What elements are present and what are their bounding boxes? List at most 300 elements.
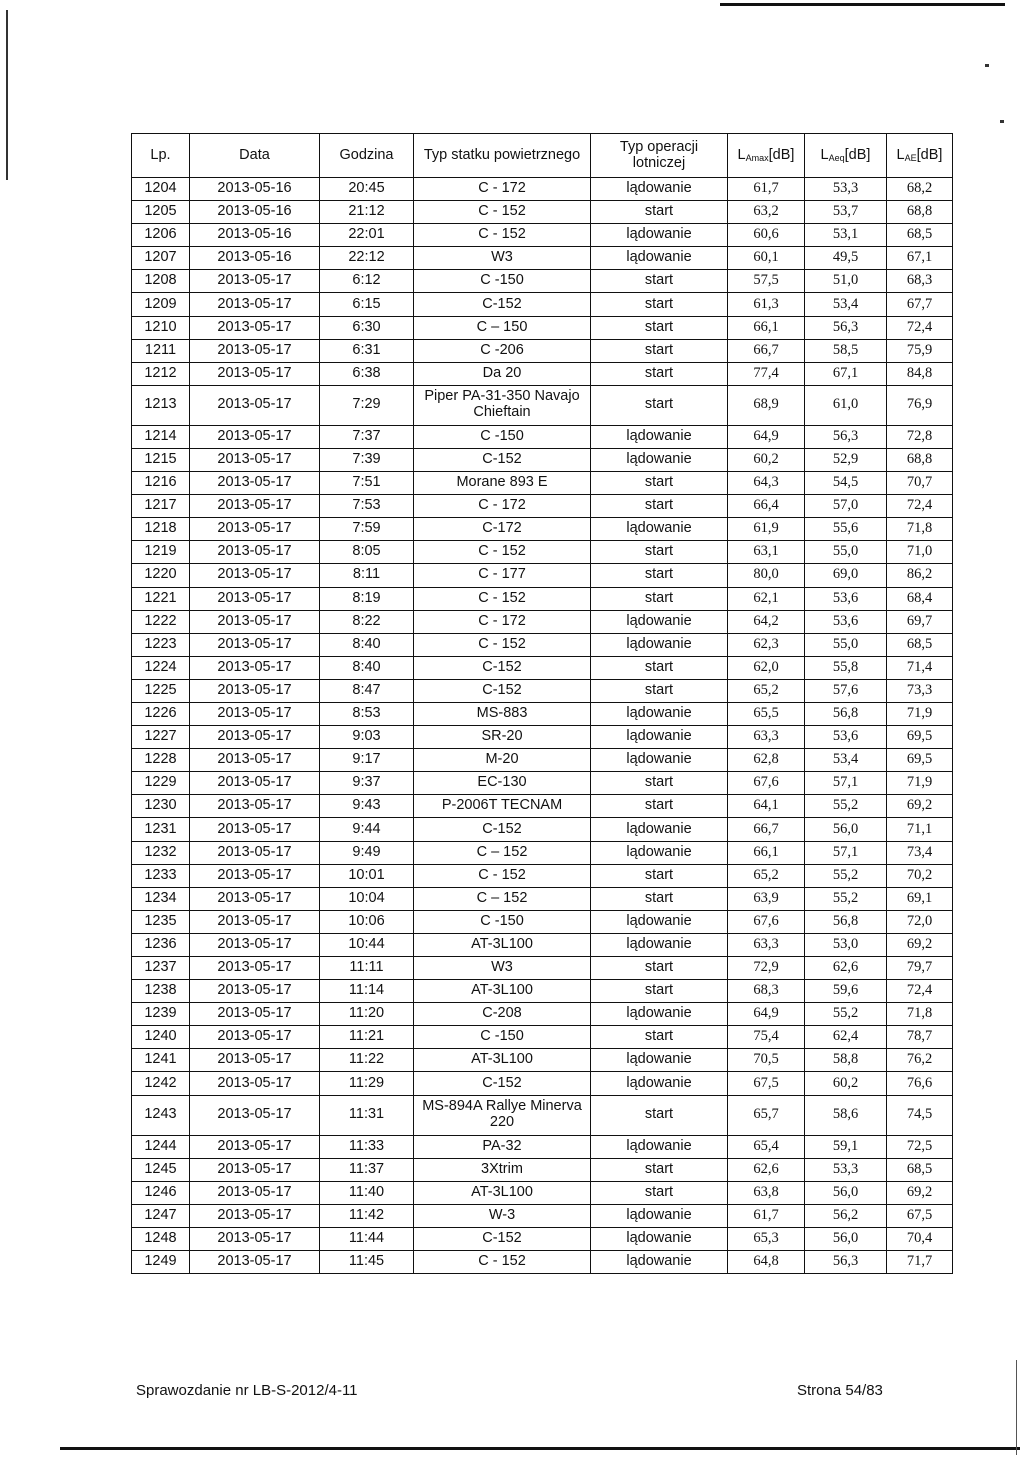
cell-lae: 68,5	[887, 1158, 953, 1181]
table-row	[132, 795, 953, 818]
cell-laeq: 56,8	[805, 910, 887, 933]
cell-typ-statku: AT-3L100	[414, 1181, 591, 1204]
cell-lamax: 62,0	[728, 656, 805, 679]
cell-laeq: 53,1	[805, 224, 887, 247]
cell-data: 2013-05-16	[190, 201, 320, 224]
cell-typ-operacji: start	[591, 1181, 728, 1204]
cell-lp: 1213	[132, 385, 190, 425]
cell-typ-statku: AT-3L100	[414, 980, 591, 1003]
cell-typ-operacji: start	[591, 980, 728, 1003]
cell-lamax: 67,6	[728, 910, 805, 933]
cell-typ-operacji: start	[591, 887, 728, 910]
cell-lae: 71,8	[887, 518, 953, 541]
header-lamax: $L_{Amax}[dB]$	[728, 134, 805, 178]
cell-data: 2013-05-17	[190, 270, 320, 293]
cell-laeq: 55,2	[805, 887, 887, 910]
cell-laeq: 57,1	[805, 841, 887, 864]
cell-lae: 71,7	[887, 1251, 953, 1274]
cell-typ-operacji: lądowanie	[591, 1204, 728, 1227]
cell-lamax: 64,2	[728, 610, 805, 633]
cell-lp: 1226	[132, 702, 190, 725]
cell-lamax: 65,4	[728, 1135, 805, 1158]
cell-typ-operacji: start	[591, 362, 728, 385]
cell-typ-statku: C - 172	[414, 495, 591, 518]
table-row	[132, 1158, 953, 1181]
table-row	[132, 178, 953, 201]
cell-lae: 68,3	[887, 270, 953, 293]
cell-data: 2013-05-17	[190, 541, 320, 564]
cell-lae: 69,2	[887, 1181, 953, 1204]
cell-lae: 71,9	[887, 702, 953, 725]
cell-godzina: 9:49	[320, 841, 414, 864]
cell-typ-statku: Piper PA-31-350 Navajo Chieftain	[414, 385, 591, 425]
cell-lp: 1229	[132, 772, 190, 795]
cell-godzina: 8:40	[320, 633, 414, 656]
cell-lamax: 63,9	[728, 887, 805, 910]
cell-lp: 1219	[132, 541, 190, 564]
cell-lamax: 63,3	[728, 726, 805, 749]
cell-typ-statku: C - 177	[414, 564, 591, 587]
cell-typ-operacji: start	[591, 656, 728, 679]
cell-lae: 71,1	[887, 818, 953, 841]
cell-lamax: 70,5	[728, 1049, 805, 1072]
cell-lamax: 65,2	[728, 864, 805, 887]
cell-godzina: 11:37	[320, 1158, 414, 1181]
cell-godzina: 7:59	[320, 518, 414, 541]
header-godzina: Godzina	[320, 134, 414, 178]
cell-typ-statku: SR-20	[414, 726, 591, 749]
table-row	[132, 702, 953, 725]
cell-lp: 1205	[132, 201, 190, 224]
table-row	[132, 841, 953, 864]
cell-typ-operacji: start	[591, 293, 728, 316]
cell-laeq: 56,3	[805, 316, 887, 339]
cell-lp: 1248	[132, 1227, 190, 1250]
cell-lp: 1210	[132, 316, 190, 339]
cell-data: 2013-05-17	[190, 1181, 320, 1204]
table-row	[132, 726, 953, 749]
cell-typ-statku: C - 152	[414, 587, 591, 610]
cell-lae: 76,2	[887, 1049, 953, 1072]
cell-typ-statku: C - 172	[414, 178, 591, 201]
cell-laeq: 55,2	[805, 795, 887, 818]
cell-lamax: 72,9	[728, 957, 805, 980]
table-row	[132, 316, 953, 339]
cell-godzina: 8:53	[320, 702, 414, 725]
cell-typ-statku: MS-894A Rallye Minerva 220	[414, 1095, 591, 1135]
cell-lp: 1239	[132, 1003, 190, 1026]
cell-lamax: 62,3	[728, 633, 805, 656]
cell-typ-operacji: lądowanie	[591, 933, 728, 956]
cell-godzina: 11:22	[320, 1049, 414, 1072]
cell-lp: 1233	[132, 864, 190, 887]
cell-lamax: 61,3	[728, 293, 805, 316]
cell-godzina: 10:44	[320, 933, 414, 956]
cell-lae: 71,4	[887, 656, 953, 679]
cell-lp: 1212	[132, 362, 190, 385]
cell-laeq: 58,6	[805, 1095, 887, 1135]
scan-border-left	[6, 10, 8, 180]
cell-lae: 68,2	[887, 178, 953, 201]
cell-godzina: 8:05	[320, 541, 414, 564]
table-row	[132, 472, 953, 495]
cell-lamax: 65,3	[728, 1227, 805, 1250]
cell-laeq: 55,0	[805, 541, 887, 564]
cell-typ-statku: C-152	[414, 1072, 591, 1095]
cell-data: 2013-05-17	[190, 1026, 320, 1049]
cell-lp: 1215	[132, 448, 190, 471]
cell-lae: 68,5	[887, 633, 953, 656]
cell-lamax: 77,4	[728, 362, 805, 385]
cell-data: 2013-05-17	[190, 425, 320, 448]
cell-data: 2013-05-17	[190, 1227, 320, 1250]
cell-typ-statku: C -150	[414, 425, 591, 448]
header-data: Data	[190, 134, 320, 178]
cell-laeq: 59,6	[805, 980, 887, 1003]
table-row	[132, 541, 953, 564]
cell-typ-operacji: lądowanie	[591, 1049, 728, 1072]
cell-godzina: 6:30	[320, 316, 414, 339]
header-lae: $L_{AE}[dB]$	[887, 134, 953, 178]
cell-lamax: 66,1	[728, 316, 805, 339]
cell-lp: 1209	[132, 293, 190, 316]
table-row	[132, 1049, 953, 1072]
cell-typ-operacji: start	[591, 201, 728, 224]
cell-lp: 1228	[132, 749, 190, 772]
cell-lp: 1232	[132, 841, 190, 864]
cell-lp: 1242	[132, 1072, 190, 1095]
cell-typ-operacji: lądowanie	[591, 610, 728, 633]
cell-data: 2013-05-17	[190, 702, 320, 725]
cell-lp: 1241	[132, 1049, 190, 1072]
cell-data: 2013-05-17	[190, 472, 320, 495]
cell-godzina: 11:11	[320, 957, 414, 980]
header-lp: Lp.	[132, 134, 190, 178]
cell-lp: 1222	[132, 610, 190, 633]
cell-lp: 1216	[132, 472, 190, 495]
table-row	[132, 864, 953, 887]
cell-typ-statku: C - 152	[414, 633, 591, 656]
page-number: Strona 54/83	[797, 1382, 883, 1399]
cell-laeq: 53,3	[805, 178, 887, 201]
cell-lae: 69,5	[887, 749, 953, 772]
cell-typ-operacji: start	[591, 957, 728, 980]
cell-godzina: 7:51	[320, 472, 414, 495]
cell-typ-operacji: start	[591, 385, 728, 425]
cell-laeq: 58,8	[805, 1049, 887, 1072]
cell-lae: 73,4	[887, 841, 953, 864]
cell-laeq: 53,4	[805, 749, 887, 772]
table-row	[132, 933, 953, 956]
cell-typ-statku: PA-32	[414, 1135, 591, 1158]
header-typ-statku: Typ statku powietrznego	[414, 134, 591, 178]
cell-data: 2013-05-17	[190, 587, 320, 610]
table-row	[132, 772, 953, 795]
table-row	[132, 1003, 953, 1026]
table-row	[132, 425, 953, 448]
cell-typ-operacji: lądowanie	[591, 726, 728, 749]
cell-typ-statku: C – 152	[414, 841, 591, 864]
cell-godzina: 22:12	[320, 247, 414, 270]
cell-laeq: 56,2	[805, 1204, 887, 1227]
cell-data: 2013-05-16	[190, 224, 320, 247]
cell-lae: 69,2	[887, 933, 953, 956]
cell-data: 2013-05-17	[190, 749, 320, 772]
cell-typ-statku: C – 150	[414, 316, 591, 339]
cell-data: 2013-05-17	[190, 818, 320, 841]
cell-data: 2013-05-17	[190, 910, 320, 933]
cell-lae: 68,8	[887, 448, 953, 471]
cell-godzina: 8:47	[320, 679, 414, 702]
cell-lp: 1247	[132, 1204, 190, 1227]
cell-lamax: 64,9	[728, 1003, 805, 1026]
cell-laeq: 62,6	[805, 957, 887, 980]
cell-typ-operacji: start	[591, 679, 728, 702]
cell-lamax: 80,0	[728, 564, 805, 587]
cell-lae: 71,9	[887, 772, 953, 795]
cell-typ-operacji: lądowanie	[591, 1251, 728, 1274]
cell-lp: 1224	[132, 656, 190, 679]
cell-laeq: 53,6	[805, 610, 887, 633]
cell-data: 2013-05-17	[190, 864, 320, 887]
table-row	[132, 201, 953, 224]
cell-lae: 73,3	[887, 679, 953, 702]
cell-laeq: 55,6	[805, 518, 887, 541]
cell-lp: 1246	[132, 1181, 190, 1204]
cell-data: 2013-05-17	[190, 316, 320, 339]
cell-lae: 68,5	[887, 224, 953, 247]
cell-laeq: 58,5	[805, 339, 887, 362]
cell-lamax: 67,5	[728, 1072, 805, 1095]
cell-godzina: 11:14	[320, 980, 414, 1003]
cell-godzina: 7:39	[320, 448, 414, 471]
cell-godzina: 6:38	[320, 362, 414, 385]
cell-laeq: 55,0	[805, 633, 887, 656]
cell-lp: 1207	[132, 247, 190, 270]
cell-data: 2013-05-17	[190, 564, 320, 587]
cell-data: 2013-05-17	[190, 610, 320, 633]
table-row	[132, 247, 953, 270]
cell-typ-statku: C – 152	[414, 887, 591, 910]
cell-lae: 67,1	[887, 247, 953, 270]
cell-lae: 76,9	[887, 385, 953, 425]
cell-lamax: 66,7	[728, 339, 805, 362]
cell-typ-operacji: start	[591, 864, 728, 887]
table-row	[132, 293, 953, 316]
cell-data: 2013-05-17	[190, 362, 320, 385]
cell-typ-statku: EC-130	[414, 772, 591, 795]
cell-lamax: 65,2	[728, 679, 805, 702]
cell-lae: 69,5	[887, 726, 953, 749]
cell-typ-operacji: start	[591, 541, 728, 564]
cell-lamax: 68,3	[728, 980, 805, 1003]
cell-laeq: 51,0	[805, 270, 887, 293]
cell-lp: 1243	[132, 1095, 190, 1135]
cell-lamax: 62,6	[728, 1158, 805, 1181]
cell-lamax: 75,4	[728, 1026, 805, 1049]
cell-godzina: 21:12	[320, 201, 414, 224]
cell-laeq: 53,6	[805, 587, 887, 610]
cell-data: 2013-05-17	[190, 841, 320, 864]
table-row	[132, 495, 953, 518]
cell-lp: 1221	[132, 587, 190, 610]
cell-lae: 68,4	[887, 587, 953, 610]
cell-laeq: 54,5	[805, 472, 887, 495]
cell-laeq: 57,6	[805, 679, 887, 702]
cell-lae: 70,7	[887, 472, 953, 495]
cell-godzina: 9:43	[320, 795, 414, 818]
cell-typ-statku: C - 152	[414, 201, 591, 224]
cell-data: 2013-05-17	[190, 448, 320, 471]
cell-godzina: 7:37	[320, 425, 414, 448]
table-row	[132, 1072, 953, 1095]
cell-lp: 1227	[132, 726, 190, 749]
cell-typ-statku: C - 172	[414, 610, 591, 633]
scan-border-right	[1016, 1360, 1017, 1455]
cell-godzina: 9:17	[320, 749, 414, 772]
table-row	[132, 518, 953, 541]
cell-typ-operacji: start	[591, 1158, 728, 1181]
cell-laeq: 56,0	[805, 818, 887, 841]
cell-lamax: 63,3	[728, 933, 805, 956]
cell-typ-statku: MS-883	[414, 702, 591, 725]
cell-godzina: 22:01	[320, 224, 414, 247]
cell-godzina: 11:20	[320, 1003, 414, 1026]
table-row	[132, 749, 953, 772]
cell-lamax: 66,4	[728, 495, 805, 518]
cell-data: 2013-05-17	[190, 339, 320, 362]
cell-laeq: 56,0	[805, 1227, 887, 1250]
cell-lp: 1238	[132, 980, 190, 1003]
table-row	[132, 1135, 953, 1158]
cell-laeq: 60,2	[805, 1072, 887, 1095]
cell-lae: 70,2	[887, 864, 953, 887]
cell-typ-operacji: start	[591, 339, 728, 362]
cell-typ-statku: C-152	[414, 818, 591, 841]
cell-laeq: 61,0	[805, 385, 887, 425]
cell-lp: 1218	[132, 518, 190, 541]
cell-laeq: 59,1	[805, 1135, 887, 1158]
cell-lp: 1249	[132, 1251, 190, 1274]
table-row	[132, 980, 953, 1003]
cell-typ-statku: AT-3L100	[414, 1049, 591, 1072]
cell-data: 2013-05-17	[190, 1251, 320, 1274]
cell-lamax: 60,2	[728, 448, 805, 471]
scan-speck	[985, 64, 989, 67]
cell-lae: 69,2	[887, 795, 953, 818]
cell-typ-statku: C - 152	[414, 864, 591, 887]
table-row	[132, 957, 953, 980]
cell-laeq: 49,5	[805, 247, 887, 270]
table-row	[132, 610, 953, 633]
cell-laeq: 55,2	[805, 1003, 887, 1026]
cell-data: 2013-05-17	[190, 980, 320, 1003]
cell-lae: 69,1	[887, 887, 953, 910]
cell-data: 2013-05-17	[190, 518, 320, 541]
cell-typ-statku: 3Xtrim	[414, 1158, 591, 1181]
cell-godzina: 11:44	[320, 1227, 414, 1250]
cell-data: 2013-05-17	[190, 795, 320, 818]
cell-typ-operacji: lądowanie	[591, 633, 728, 656]
cell-lamax: 65,7	[728, 1095, 805, 1135]
cell-godzina: 20:45	[320, 178, 414, 201]
table-row	[132, 270, 953, 293]
cell-lae: 76,6	[887, 1072, 953, 1095]
cell-lp: 1217	[132, 495, 190, 518]
cell-lae: 72,4	[887, 495, 953, 518]
cell-laeq: 52,9	[805, 448, 887, 471]
cell-lamax: 62,8	[728, 749, 805, 772]
cell-godzina: 11:33	[320, 1135, 414, 1158]
cell-typ-operacji: lądowanie	[591, 518, 728, 541]
cell-lamax: 64,8	[728, 1251, 805, 1274]
cell-typ-operacji: start	[591, 270, 728, 293]
cell-lp: 1223	[132, 633, 190, 656]
cell-data: 2013-05-17	[190, 633, 320, 656]
cell-laeq: 57,0	[805, 495, 887, 518]
cell-typ-operacji: start	[591, 1095, 728, 1135]
cell-typ-statku: C -150	[414, 1026, 591, 1049]
cell-typ-statku: C-152	[414, 656, 591, 679]
table-row	[132, 1251, 953, 1274]
cell-lp: 1211	[132, 339, 190, 362]
cell-data: 2013-05-17	[190, 679, 320, 702]
cell-lp: 1206	[132, 224, 190, 247]
cell-lae: 84,8	[887, 362, 953, 385]
cell-typ-operacji: start	[591, 472, 728, 495]
table-row	[132, 362, 953, 385]
cell-lp: 1237	[132, 957, 190, 980]
cell-typ-operacji: start	[591, 1026, 728, 1049]
table-row	[132, 656, 953, 679]
header-typ-operacji: Typ operacji lotniczej	[591, 134, 728, 178]
table-row	[132, 224, 953, 247]
cell-typ-statku: C-152	[414, 293, 591, 316]
cell-typ-statku: Morane 893 E	[414, 472, 591, 495]
cell-godzina: 9:03	[320, 726, 414, 749]
cell-lae: 75,9	[887, 339, 953, 362]
header-laeq: $L_{Aeq}[dB]$	[805, 134, 887, 178]
cell-typ-statku: AT-3L100	[414, 933, 591, 956]
table-row	[132, 887, 953, 910]
scan-border-top	[720, 3, 1005, 6]
cell-godzina: 7:53	[320, 495, 414, 518]
cell-lamax: 60,1	[728, 247, 805, 270]
cell-data: 2013-05-17	[190, 1204, 320, 1227]
cell-typ-operacji: lądowanie	[591, 1072, 728, 1095]
cell-lae: 69,7	[887, 610, 953, 633]
table-row	[132, 1204, 953, 1227]
cell-data: 2013-05-17	[190, 1072, 320, 1095]
table-row	[132, 910, 953, 933]
cell-typ-statku: C - 152	[414, 224, 591, 247]
cell-godzina: 11:40	[320, 1181, 414, 1204]
cell-lamax: 63,1	[728, 541, 805, 564]
cell-typ-operacji: start	[591, 316, 728, 339]
cell-data: 2013-05-16	[190, 178, 320, 201]
table-row	[132, 448, 953, 471]
cell-lamax: 61,7	[728, 1204, 805, 1227]
cell-godzina: 11:45	[320, 1251, 414, 1274]
cell-lae: 72,5	[887, 1135, 953, 1158]
cell-typ-operacji: start	[591, 587, 728, 610]
cell-data: 2013-05-17	[190, 772, 320, 795]
cell-typ-operacji: lądowanie	[591, 702, 728, 725]
table-row	[132, 818, 953, 841]
cell-lamax: 57,5	[728, 270, 805, 293]
table-row	[132, 587, 953, 610]
cell-lamax: 64,1	[728, 795, 805, 818]
